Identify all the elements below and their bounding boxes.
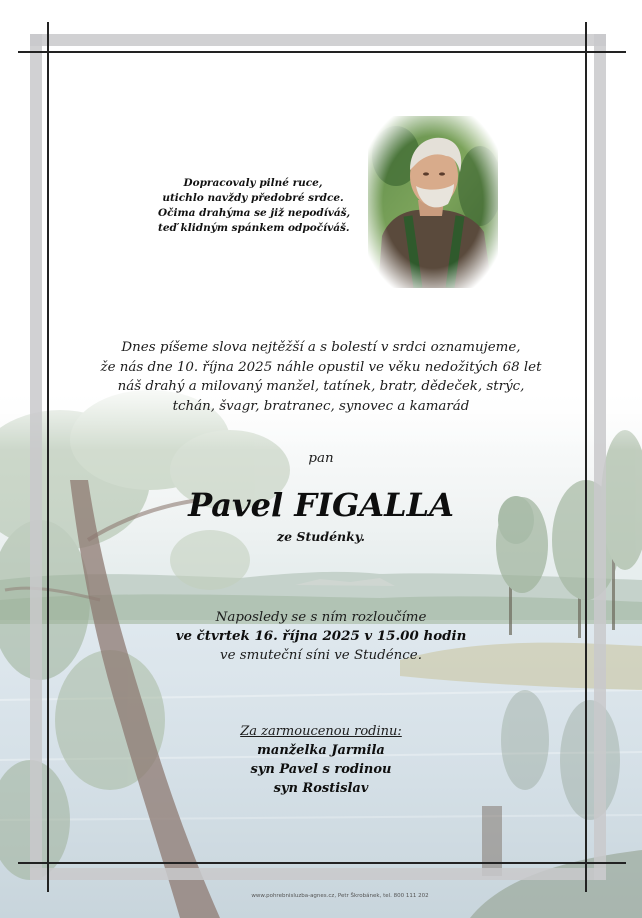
funeral-service-footer: www.pohrebnisluzba-agnes.cz, Petr Škrobánek, tel. 800 111 202 bbox=[251, 893, 429, 899]
announcement-line: že nás dne 10. října 2025 náhle opustil ve věku nedožitých 68 let bbox=[100, 359, 542, 375]
verse-line: Očima drahýma se již nepodíváš, bbox=[158, 207, 351, 219]
announcement-line: tchán, švagr, bratranec, synovec a kamarád bbox=[172, 398, 470, 414]
portrait-photo bbox=[368, 116, 498, 288]
deceased-name bbox=[120, 485, 522, 525]
frame-top-line bbox=[18, 51, 626, 53]
surname: FIGALLA bbox=[294, 486, 454, 524]
announcement-text bbox=[100, 338, 542, 416]
first-name: Pavel bbox=[188, 486, 284, 524]
frame-top-band bbox=[30, 34, 606, 46]
frame-bottom-band bbox=[30, 868, 606, 880]
family-heading: Za zarmoucenou rodinu: bbox=[240, 724, 402, 739]
family-member: syn Rostislav bbox=[273, 781, 369, 796]
funeral-line: Naposledy se s ním rozloučíme bbox=[215, 610, 427, 625]
announcement-line: náš drahý a milovaný manžel, tatínek, bratr, dědeček, strýc, bbox=[117, 379, 525, 394]
funeral-details bbox=[140, 608, 502, 665]
frame-right-line bbox=[585, 22, 587, 892]
family-member: manželka Jarmila bbox=[257, 743, 385, 758]
verse-line: utichlo navždy předobré srdce. bbox=[162, 192, 344, 204]
funeral-location: ve smuteční síni ve Studénce. bbox=[220, 648, 422, 663]
frame-right-band bbox=[594, 34, 606, 880]
frame-bottom-line bbox=[18, 862, 626, 864]
verse-line: teď klidným spánkem odpočíváš. bbox=[158, 222, 350, 234]
announcement-line: Dnes píšeme slova nejtěžší a s bolestí v srdci oznamujeme, bbox=[121, 340, 521, 355]
mourning-family bbox=[171, 722, 471, 798]
frame-left-line bbox=[47, 22, 49, 892]
verse-line: Dopracovaly pilné ruce, bbox=[183, 177, 323, 189]
frame-left-band bbox=[30, 34, 42, 880]
title-pan: pan bbox=[308, 451, 334, 466]
memorial-verse bbox=[158, 176, 351, 236]
funeral-datetime: ve čtvrtek 16. října 2025 v 15.00 hodin bbox=[175, 628, 467, 644]
family-member: syn Pavel s rodinou bbox=[250, 762, 392, 777]
deceased-origin: ze Studénky. bbox=[277, 529, 365, 544]
